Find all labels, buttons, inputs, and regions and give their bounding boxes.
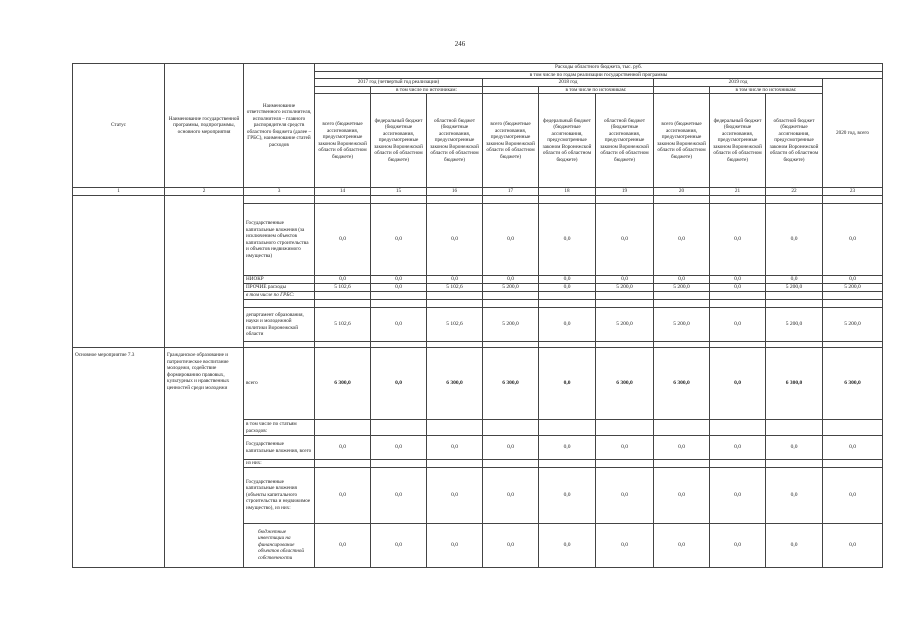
col-number: 20 (654, 188, 710, 196)
value-cell: 0,0 (766, 467, 823, 523)
value-cell: 0,0 (315, 467, 371, 523)
value-cell: 0,0 (371, 348, 427, 420)
col-number: 19 (596, 188, 654, 196)
value-cell: 0,0 (766, 436, 823, 460)
value-cell: 0,0 (483, 523, 539, 567)
value-cell: 0,0 (427, 436, 483, 460)
value-cell: 0,0 (427, 276, 483, 284)
value-cell: 0,0 (315, 204, 371, 276)
value-cell: 0,0 (483, 276, 539, 284)
row-label: Государственные капитальные вложения (объекты капитального строительства и недвижимое имущество), из них: (244, 467, 315, 523)
col-number: 2 (165, 188, 244, 196)
value-cell: 0,0 (427, 204, 483, 276)
value-cell: 5 102,6 (315, 308, 371, 342)
row-label: в том числе по статьям расходов: (244, 420, 315, 436)
value-cell: 0,0 (427, 523, 483, 567)
value-cell: 5 200,0 (596, 308, 654, 342)
value-cell: 0,0 (596, 276, 654, 284)
value-cell: 0,0 (539, 348, 596, 420)
col-number: 23 (823, 188, 883, 196)
value-cell: 0,0 (539, 276, 596, 284)
value-cell: 0,0 (654, 276, 710, 284)
value-cell: 0,0 (654, 523, 710, 567)
header-col-regional: областной бюджет (бюджетные ассигнования, предусмотренные законом Воронежской области об областном бюджете) (766, 94, 823, 188)
value-cell: 5 102,6 (315, 284, 371, 292)
header-executor: Наименование ответственного исполнителя, исполнителя – главного распорядителя средств областного бюджета (далее – ГРБС), наименование статей расходов (244, 64, 315, 188)
row-label: Государственные капитальные вложения, всего (244, 436, 315, 460)
value-cell: 5 102,6 (427, 284, 483, 292)
value-cell: 0,0 (596, 467, 654, 523)
table-row-blank (73, 196, 883, 204)
value-cell: 6 300,0 (427, 348, 483, 420)
value-cell: 0,0 (315, 523, 371, 567)
value-cell: 0,0 (710, 523, 766, 567)
value-cell: 0,0 (427, 467, 483, 523)
row-label: НИОКР (244, 276, 315, 284)
value-cell: 0,0 (823, 436, 883, 460)
value-cell: 0,0 (766, 276, 823, 284)
header-status: Статус (73, 64, 165, 188)
budget-table (72, 63, 883, 568)
value-cell: 0,0 (539, 436, 596, 460)
value-cell: 6 300,0 (823, 348, 883, 420)
col-number: 21 (710, 188, 766, 196)
row-label: всего (244, 348, 315, 420)
value-cell: 5 200,0 (823, 308, 883, 342)
col-number: 18 (539, 188, 596, 196)
status-cell: Основное мероприятие 7.3 (73, 348, 165, 568)
header-col-federal: федеральный бюджет (бюджетные ассигнования, предусмотренные законом Воронежской области об областном бюджете) (539, 94, 596, 188)
header-col-total: всего (бюджетные ассигнования, предусмотренные законом Воронежской области об областном бюджете) (483, 94, 539, 188)
value-cell: 0,0 (710, 276, 766, 284)
value-cell: 5 200,0 (766, 308, 823, 342)
value-cell: 5 200,0 (483, 308, 539, 342)
value-cell: 0,0 (371, 276, 427, 284)
value-cell: 0,0 (539, 204, 596, 276)
value-cell: 6 300,0 (596, 348, 654, 420)
value-cell: 0,0 (823, 523, 883, 567)
value-cell: 0,0 (539, 308, 596, 342)
value-cell: 0,0 (539, 467, 596, 523)
value-cell: 5 102,6 (427, 308, 483, 342)
value-cell: 0,0 (710, 308, 766, 342)
row-label: из них: (244, 460, 315, 468)
header-year-2017: 2017 год (четвертый год реализации) (315, 79, 483, 87)
col-number: 14 (315, 188, 371, 196)
page-number: 246 (454, 40, 466, 48)
header-col-regional: областной бюджет (бюджетные ассигнования, предусмотренные законом Воронежской области об областном бюджете) (427, 94, 483, 188)
value-cell: 5 200,0 (766, 284, 823, 292)
value-cell: 0,0 (710, 467, 766, 523)
header-by-sources-2019: в том числе по источникам: (710, 86, 823, 94)
col-number: 16 (427, 188, 483, 196)
header-col-total: всего (бюджетные ассигнования, предусмотренные законом Воронежской области об областном бюджете) (315, 94, 371, 188)
value-cell: 0,0 (654, 436, 710, 460)
header-year-2019: 2019 год (654, 79, 823, 87)
header-program-name: Наименование государственной программы, подпрограммы, основного мероприятия (165, 64, 244, 188)
value-cell: 0,0 (371, 308, 427, 342)
value-cell: 0,0 (710, 284, 766, 292)
col-number: 15 (371, 188, 427, 196)
header-col-federal: федеральный бюджет (бюджетные ассигнования, предусмотренные законом Воронежской области об областном бюджете) (710, 94, 766, 188)
table-row (73, 348, 883, 420)
value-cell: 0,0 (823, 204, 883, 276)
header-col-federal: федеральный бюджет (бюджетные ассигнования, предусмотренные законом Воронежской области об областном бюджете) (371, 94, 427, 188)
value-cell: 0,0 (371, 523, 427, 567)
header-year-2018: 2018 год (483, 79, 654, 87)
row-label: ПРОЧИЕ расходы (244, 284, 315, 292)
value-cell: 0,0 (766, 523, 823, 567)
value-cell: 0,0 (823, 467, 883, 523)
value-cell: 0,0 (539, 284, 596, 292)
value-cell: 0,0 (710, 348, 766, 420)
header-row-1 (73, 64, 883, 72)
value-cell: 6 300,0 (315, 348, 371, 420)
col-number: 22 (766, 188, 823, 196)
value-cell: 0,0 (654, 204, 710, 276)
col-number: 1 (73, 188, 165, 196)
value-cell: 0,0 (596, 204, 654, 276)
value-cell: 0,0 (315, 436, 371, 460)
value-cell: 5 200,0 (483, 284, 539, 292)
header-expenses-title: Расходы областного бюджета, тыс. руб. (315, 64, 883, 72)
value-cell: 0,0 (483, 467, 539, 523)
value-cell: 5 200,0 (654, 308, 710, 342)
value-cell: 5 200,0 (654, 284, 710, 292)
col-number: 3 (244, 188, 315, 196)
value-cell: 0,0 (371, 204, 427, 276)
program-cell-continued (165, 196, 244, 348)
row-label: бюджетные инвестиции на финансирование объектов областной собственности (244, 523, 315, 567)
value-cell: 0,0 (766, 204, 823, 276)
header-year-2020-total: 2020 год, всего (823, 79, 883, 188)
value-cell: 0,0 (596, 523, 654, 567)
row-label: Государственные капитальные вложения (за исключением объектов капитального строительства и объектов недвижимого имущества) (244, 204, 315, 276)
column-number-row (73, 188, 883, 196)
header-by-years: в том числе по годам реализации государственной программы (315, 71, 883, 79)
value-cell: 0,0 (654, 467, 710, 523)
value-cell: 0,0 (823, 276, 883, 284)
value-cell: 5 200,0 (596, 284, 654, 292)
value-cell: 0,0 (596, 436, 654, 460)
value-cell: 6 300,0 (766, 348, 823, 420)
col-number: 17 (483, 188, 539, 196)
header-by-sources-2017: в том числе по источникам: (371, 86, 483, 94)
row-label: в том числе по ГРБС: (244, 292, 315, 300)
value-cell: 6 300,0 (654, 348, 710, 420)
row-label: департамент образования, науки и молодежной политики Воронежской области (244, 308, 315, 342)
value-cell: 0,0 (371, 284, 427, 292)
value-cell: 0,0 (371, 436, 427, 460)
header-by-sources-2018: в том числе по источникам: (539, 86, 654, 94)
program-name-cell: Гражданское образование и патриотическое воспитание молодежи, содействие формированию правовых, культурных и нравственных ценностей среди молодежи (165, 348, 244, 568)
value-cell: 0,0 (315, 276, 371, 284)
value-cell: 0,0 (371, 467, 427, 523)
value-cell: 0,0 (483, 436, 539, 460)
value-cell: 0,0 (710, 204, 766, 276)
header-col-total: всего (бюджетные ассигнования, предусмотренные законом Воронежской области об областном бюджете) (654, 94, 710, 188)
value-cell: 0,0 (483, 204, 539, 276)
value-cell: 5 200,0 (823, 284, 883, 292)
value-cell: 6 300,0 (483, 348, 539, 420)
value-cell: 0,0 (710, 436, 766, 460)
value-cell: 0,0 (539, 523, 596, 567)
header-col-regional: областной бюджет (бюджетные ассигнования, предусмотренные законом Воронежской области об областном бюджете) (596, 94, 654, 188)
status-cell-continued (73, 196, 165, 348)
